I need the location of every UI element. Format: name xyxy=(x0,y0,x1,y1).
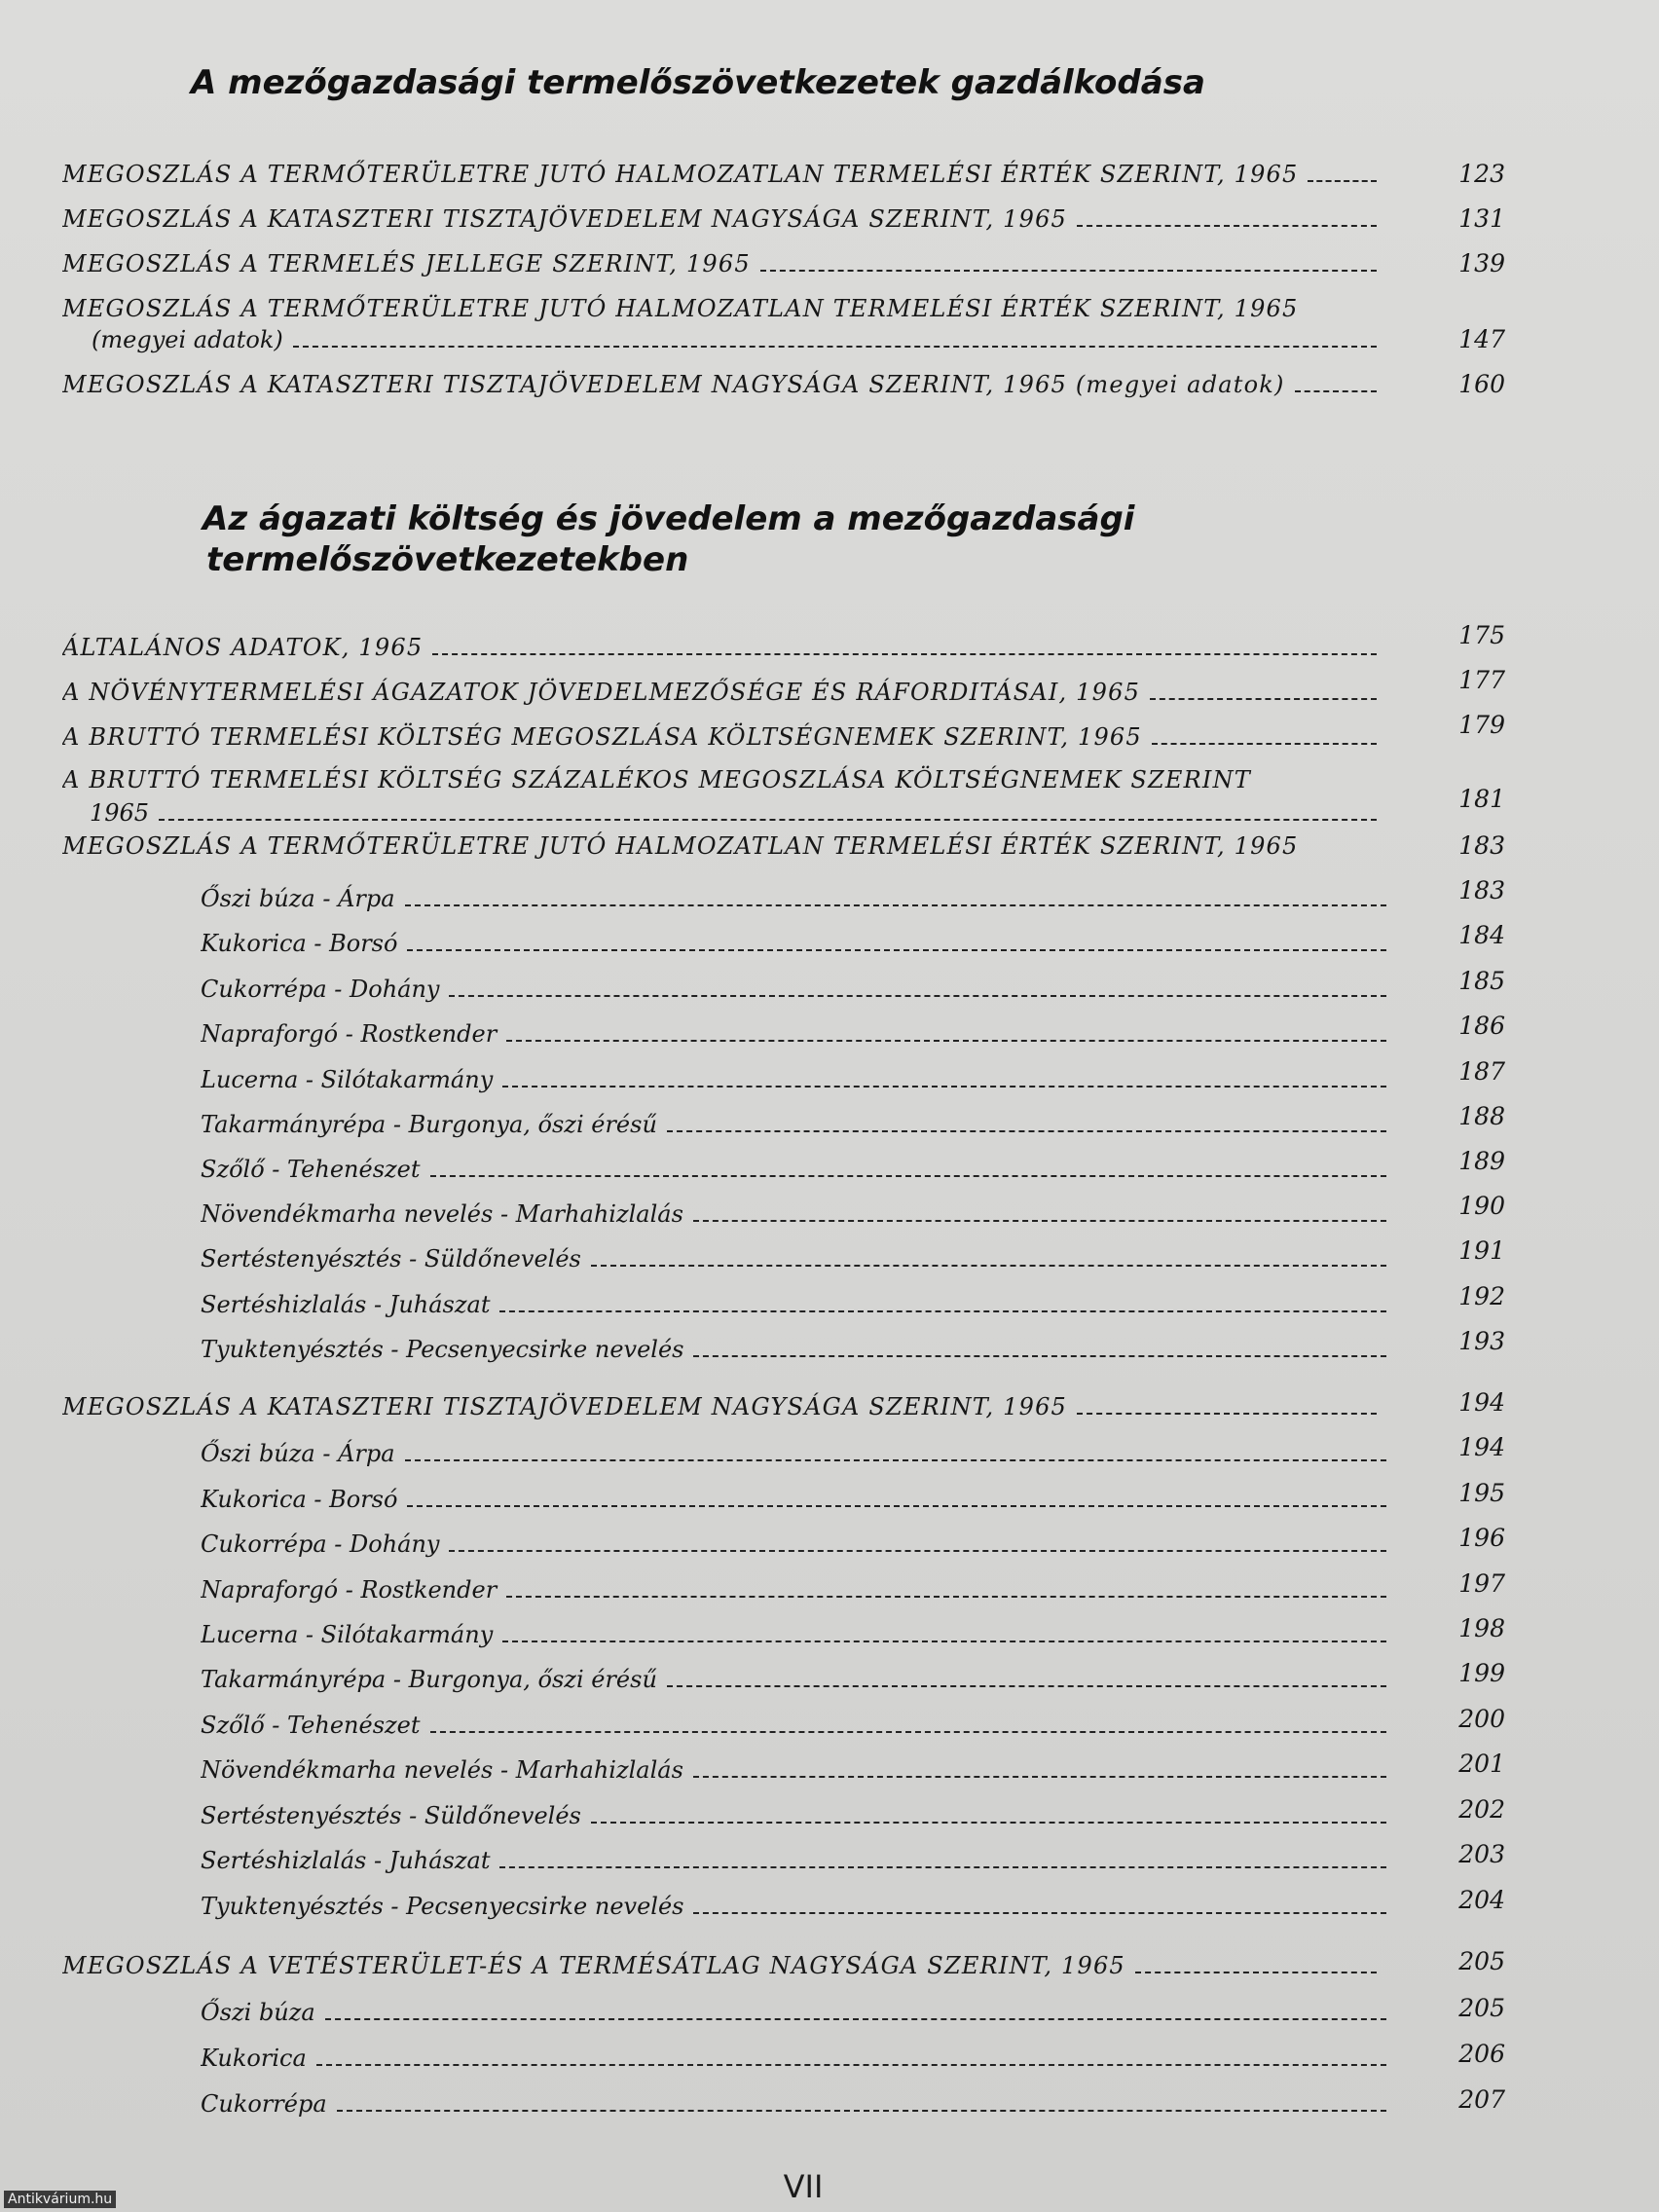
page-number: 191 xyxy=(1458,1236,1505,1265)
page-folio: VII xyxy=(783,2168,824,2205)
section-title-cost-income-line1: Az ágazati költség és jövedelem a mezőgazdasági xyxy=(203,499,1135,538)
leader-dots xyxy=(591,1265,1386,1267)
toc-entry[interactable]: A NÖVÉNYTERMELÉSI ÁGAZATOK JÖVEDELMEZŐSÉGE ÉS RÁFORDITÁSAI, 1965 xyxy=(62,676,1377,709)
leader-dots xyxy=(499,1866,1386,1868)
toc-subentry[interactable]: Őszi búza - Árpa xyxy=(201,1437,1386,1470)
leader-dots xyxy=(693,1355,1386,1357)
leader-dots xyxy=(1295,390,1377,392)
leader-dots xyxy=(506,1596,1386,1598)
toc-entry[interactable]: ÁLTALÁNOS ADATOK, 1965 xyxy=(62,631,1377,664)
toc-entry[interactable]: MEGOSZLÁS A TERMŐTERÜLETRE JUTÓ HALMOZATLAN TERMELÉSI ÉRTÉK SZERINT, 1965 xyxy=(62,158,1377,191)
toc-subentry[interactable]: Őszi búza - Árpa xyxy=(201,882,1386,915)
page-number: 147 xyxy=(1458,325,1505,353)
page-number: 139 xyxy=(1458,249,1505,277)
toc-subentry[interactable]: Cukorrépa - Dohány xyxy=(201,1528,1386,1561)
toc-subentry[interactable]: Kukorica - Borsó xyxy=(201,1483,1386,1516)
toc-subentry[interactable]: Takarmányrépa - Burgonya, őszi érésű xyxy=(201,1108,1386,1141)
leader-dots xyxy=(1152,743,1377,745)
page-number: 186 xyxy=(1458,1012,1505,1040)
leader-dots xyxy=(405,1459,1386,1461)
toc-subentry[interactable]: Kukorica xyxy=(201,2042,1386,2075)
toc-subentry[interactable]: Lucerna - Silótakarmány xyxy=(201,1618,1386,1651)
page-number: 188 xyxy=(1458,1102,1505,1130)
leader-dots xyxy=(1135,1972,1377,1973)
page-number: 201 xyxy=(1458,1750,1505,1778)
leader-dots xyxy=(499,1310,1386,1312)
toc-subentry[interactable]: Sertéstenyésztés - Süldőnevelés xyxy=(201,1799,1386,1832)
leader-dots xyxy=(407,949,1386,951)
page-number: 194 xyxy=(1458,1433,1505,1461)
page-number: 187 xyxy=(1458,1057,1505,1086)
leader-dots xyxy=(1077,225,1377,227)
page-number: 181 xyxy=(1458,785,1505,813)
leader-dots xyxy=(502,1086,1386,1088)
toc-subentry[interactable]: Tyuktenyésztés - Pecsenyecsirke nevelés xyxy=(201,1890,1386,1923)
toc-entry[interactable]: A BRUTTÓ TERMELÉSI KÖLTSÉG MEGOSZLÁSA KÖLTSÉGNEMEK SZERINT, 1965 xyxy=(62,720,1377,754)
leader-dots xyxy=(667,1130,1386,1132)
toc-subentry[interactable]: Napraforgó - Rostkender xyxy=(201,1573,1386,1606)
watermark: Antikvárium.hu xyxy=(4,2191,116,2208)
leader-dots xyxy=(449,1550,1386,1552)
leader-dots xyxy=(693,1220,1386,1222)
toc-subentry[interactable]: Napraforgó - Rostkender xyxy=(201,1017,1386,1051)
page-number: 194 xyxy=(1458,1388,1505,1417)
toc-entry-first-line[interactable]: MEGOSZLÁS A TERMŐTERÜLETRE JUTÓ HALMOZATLAN TERMELÉSI ÉRTÉK SZERINT, 1965 xyxy=(62,295,1299,322)
leader-dots xyxy=(337,2110,1386,2112)
toc-subentry[interactable]: Takarmányrépa - Burgonya, őszi érésű xyxy=(201,1663,1386,1696)
leader-dots xyxy=(407,1505,1386,1507)
toc-subentry[interactable]: Szőlő - Tehenészet xyxy=(201,1153,1386,1186)
page-number: 189 xyxy=(1458,1147,1505,1175)
page-number: 179 xyxy=(1458,711,1505,739)
page-number: 190 xyxy=(1458,1192,1505,1220)
leader-dots xyxy=(1150,698,1377,700)
page-number: 175 xyxy=(1458,621,1505,649)
page-number: 123 xyxy=(1458,160,1505,188)
page-number: 199 xyxy=(1458,1659,1505,1687)
leader-dots xyxy=(667,1685,1386,1687)
toc-group-heading[interactable]: MEGOSZLÁS A VETÉSTERÜLET-ÉS A TERMÉSÁTLAG NAGYSÁGA SZERINT, 1965 xyxy=(62,1949,1377,1982)
leader-dots xyxy=(159,819,1377,821)
page-number: 207 xyxy=(1458,2085,1505,2114)
toc-subentry[interactable]: Lucerna - Silótakarmány xyxy=(201,1063,1386,1096)
page-number: 193 xyxy=(1458,1327,1505,1355)
leader-dots xyxy=(449,995,1386,997)
leader-dots xyxy=(1308,180,1377,182)
toc-subentry[interactable]: Cukorrépa - Dohány xyxy=(201,973,1386,1006)
section-title-management: A mezőgazdasági termelőszövetkezetek gazdálkodása xyxy=(191,63,1205,102)
toc-subentry[interactable]: Növendékmarha nevelés - Marhahizlalás xyxy=(201,1198,1386,1231)
leader-dots xyxy=(693,1912,1386,1914)
toc-group-heading[interactable]: MEGOSZLÁS A KATASZTERI TISZTAJÖVEDELEM NAGYSÁGA SZERINT, 1965 xyxy=(62,1390,1377,1423)
page-number: 202 xyxy=(1458,1795,1505,1824)
leader-dots xyxy=(693,1776,1386,1778)
page-number: 196 xyxy=(1458,1524,1505,1552)
leader-dots xyxy=(430,1175,1386,1177)
page-number: 183 xyxy=(1458,831,1505,860)
toc-group-heading[interactable]: MEGOSZLÁS A TERMŐTERÜLETRE JUTÓ HALMOZATLAN TERMELÉSI ÉRTÉK SZERINT, 1965 xyxy=(62,832,1299,860)
toc-entry[interactable]: MEGOSZLÁS A KATASZTERI TISZTAJÖVEDELEM NAGYSÁGA SZERINT, 1965 xyxy=(62,203,1377,236)
leader-dots xyxy=(293,346,1377,348)
toc-subentry[interactable]: Őszi búza xyxy=(201,1996,1386,2029)
toc-entry[interactable]: MEGOSZLÁS A KATASZTERI TISZTAJÖVEDELEM NAGYSÁGA SZERINT, 1965 (megyei adatok) xyxy=(62,368,1377,401)
page-number: 200 xyxy=(1458,1705,1505,1733)
toc-subentry[interactable]: Sertéshizlalás - Juhászat xyxy=(201,1288,1386,1321)
page-number: 198 xyxy=(1458,1614,1505,1642)
toc-subentry[interactable]: Növendékmarha nevelés - Marhahizlalás xyxy=(201,1753,1386,1787)
leader-dots xyxy=(316,2064,1386,2066)
toc-subentry[interactable]: Szőlő - Tehenészet xyxy=(201,1709,1386,1742)
page-number: 205 xyxy=(1458,1994,1505,2022)
leader-dots xyxy=(502,1641,1386,1642)
page-number: 206 xyxy=(1458,2040,1505,2068)
page-number: 205 xyxy=(1458,1947,1505,1975)
toc-subentry[interactable]: Cukorrépa xyxy=(201,2087,1386,2120)
toc-subentry[interactable]: Kukorica - Borsó xyxy=(201,927,1386,960)
page-number: 197 xyxy=(1458,1569,1505,1598)
toc-entry-first-line[interactable]: A BRUTTÓ TERMELÉSI KÖLTSÉG SZÁZALÉKOS MEGOSZLÁSA KÖLTSÉGNEMEK SZERINT xyxy=(62,766,1251,793)
toc-entry-continuation[interactable]: 1965 xyxy=(90,796,1377,830)
page-number: 185 xyxy=(1458,967,1505,995)
toc-subentry[interactable]: Sertéstenyésztés - Süldőnevelés xyxy=(201,1242,1386,1275)
leader-dots xyxy=(1077,1413,1377,1415)
page-number: 131 xyxy=(1458,204,1505,233)
toc-entry[interactable]: MEGOSZLÁS A TERMELÉS JELLEGE SZERINT, 1965 xyxy=(62,247,1377,280)
page-number: 160 xyxy=(1458,370,1505,398)
leader-dots xyxy=(760,270,1377,272)
toc-subentry[interactable]: Tyuktenyésztés - Pecsenyecsirke nevelés xyxy=(201,1333,1386,1366)
page-number: 195 xyxy=(1458,1479,1505,1507)
toc-subentry[interactable]: Sertéshizlalás - Juhászat xyxy=(201,1844,1386,1877)
leader-dots xyxy=(432,653,1377,655)
leader-dots xyxy=(591,1822,1386,1824)
toc-entry-continuation[interactable]: (megyei adatok) xyxy=(92,323,1377,356)
page-number: 177 xyxy=(1458,666,1505,694)
page-number: 204 xyxy=(1458,1886,1505,1914)
page-number: 192 xyxy=(1458,1282,1505,1310)
page-number: 184 xyxy=(1458,921,1505,949)
leader-dots xyxy=(405,904,1386,906)
leader-dots xyxy=(430,1731,1386,1733)
section-title-cost-income-line2: termelőszövetkezetekben xyxy=(206,540,689,579)
leader-dots xyxy=(506,1040,1386,1042)
page-number: 203 xyxy=(1458,1840,1505,1868)
page-number: 183 xyxy=(1458,876,1505,904)
leader-dots xyxy=(325,2018,1386,2020)
